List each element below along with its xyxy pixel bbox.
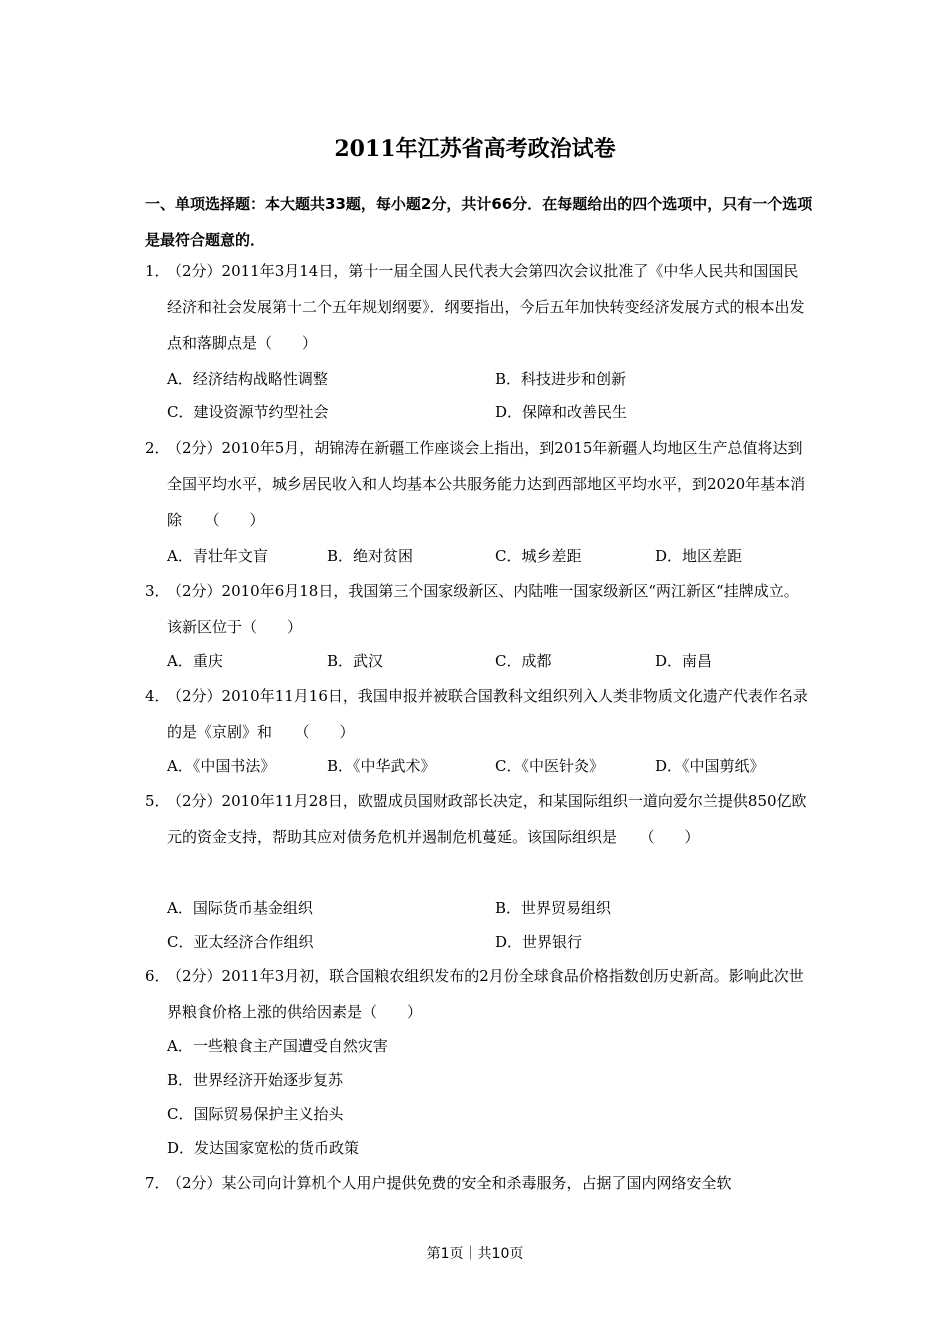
option-a[interactable]: A．经济结构战略性调整 (167, 370, 328, 388)
options-row (167, 893, 807, 923)
question-number: 6． (145, 967, 170, 985)
options-row (167, 1031, 807, 1061)
options-row (167, 646, 807, 676)
question-number: 3． (145, 582, 170, 600)
option-b[interactable]: B．科技进步和创新 (495, 370, 627, 388)
options-row (167, 397, 807, 427)
option-b[interactable]: B．绝对贫困 (327, 547, 414, 565)
question-number: 2． (145, 439, 170, 457)
option-c[interactable]: C．城乡差距 (495, 547, 582, 565)
question-number: 4． (145, 687, 170, 705)
question-number: 1． (145, 262, 170, 280)
option-c[interactable]: C．亚太经济合作组织 (167, 933, 314, 951)
option-a[interactable]: A．一些粮食主产国遭受自然灾害 (167, 1037, 388, 1055)
question-1 (145, 253, 810, 361)
question-5 (145, 783, 810, 855)
option-b[interactable]: B．武汉 (327, 652, 384, 670)
option-d[interactable]: D．世界银行 (495, 933, 583, 951)
option-d[interactable]: D．发达国家宽松的货币政策 (167, 1139, 360, 1157)
option-b[interactable]: B．《中华武术》 (327, 757, 436, 775)
question-3 (145, 573, 810, 645)
options-row (167, 1099, 807, 1129)
option-b[interactable]: B．世界经济开始逐步复苏 (167, 1071, 344, 1089)
question-7 (145, 1165, 810, 1201)
option-a[interactable]: A．国际货币基金组织 (167, 899, 313, 917)
option-c[interactable]: C．国际贸易保护主义抬头 (167, 1105, 344, 1123)
question-4 (145, 678, 810, 750)
option-d[interactable]: D．南昌 (655, 652, 713, 670)
page-footer: 第1页｜共10页 (426, 1246, 524, 1262)
question-stem: （2分）某公司向计算机个人用户提供免费的安全和杀毒服务，占据了国内网络安全软 (167, 1174, 732, 1192)
option-d[interactable]: D．《中国剪纸》 (655, 757, 765, 775)
question-stem: （2分）2010年11月16日，我国申报并被联合国教科文组织列入人类非物质文化遗产代表作名录的是《京剧》和 （ ） (167, 687, 808, 741)
question-number: 5． (145, 792, 170, 810)
option-a[interactable]: A．重庆 (167, 652, 223, 670)
options-row (167, 927, 807, 957)
option-c[interactable]: C．建设资源节约型社会 (167, 403, 329, 421)
section-heading: 一、单项选择题：本大题共33题，每小题2分，共计66分．在每题给出的四个选项中，只有一个选项是最符合题意的． (145, 195, 813, 249)
option-c[interactable]: C．《中医针灸》 (495, 757, 604, 775)
question-stem: （2分）2010年5月，胡锦涛在新疆工作座谈会上指出，到2015年新疆人均地区生产总值将达到全国平均水平，城乡居民收入和人均基本公共服务能力达到西部地区平均水平，到2020年基本消除 （ ） (167, 439, 806, 529)
option-d[interactable]: D．地区差距 (655, 547, 743, 565)
option-b[interactable]: B．世界贸易组织 (495, 899, 612, 917)
question-stem: （2分）2010年11月28日，欧盟成员国财政部长决定，和某国际组织一道向爱尔兰提供850亿欧元的资金支持，帮助其应对债务危机并遏制危机蔓延。该国际组织是 （ ） (167, 792, 807, 846)
options-row (167, 751, 807, 781)
options-row (167, 1065, 807, 1095)
options-row (167, 364, 807, 394)
option-d[interactable]: D．保障和改善民生 (495, 403, 628, 421)
options-row (167, 1133, 807, 1163)
option-a[interactable]: A．《中国书法》 (167, 757, 276, 775)
option-c[interactable]: C．成都 (495, 652, 552, 670)
page-title: 2011年江苏省高考政治试卷 (334, 136, 616, 162)
question-stem: （2分）2011年3月14日，第十一届全国人民代表大会第四次会议批准了《中华人民共和国国民经济和社会发展第十二个五年规划纲要》．纲要指出，今后五年加快转变经济发展方式的根本出发点和落脚点是（ ） (167, 262, 805, 352)
question-stem: （2分）2010年6月18日，我国第三个国家级新区、内陆唯一国家级新区“两江新区“挂牌成立。该新区位于（ ） (167, 582, 799, 636)
options-row (167, 541, 807, 571)
option-a[interactable]: A．青壮年文盲 (167, 547, 268, 565)
question-6 (145, 958, 810, 1030)
question-2 (145, 430, 810, 538)
question-stem: （2分）2011年3月初，联合国粮农组织发布的2月份全球食品价格指数创历史新高。影响此次世界粮食价格上涨的供给因素是（ ） (167, 967, 804, 1021)
question-number: 7． (145, 1174, 170, 1192)
